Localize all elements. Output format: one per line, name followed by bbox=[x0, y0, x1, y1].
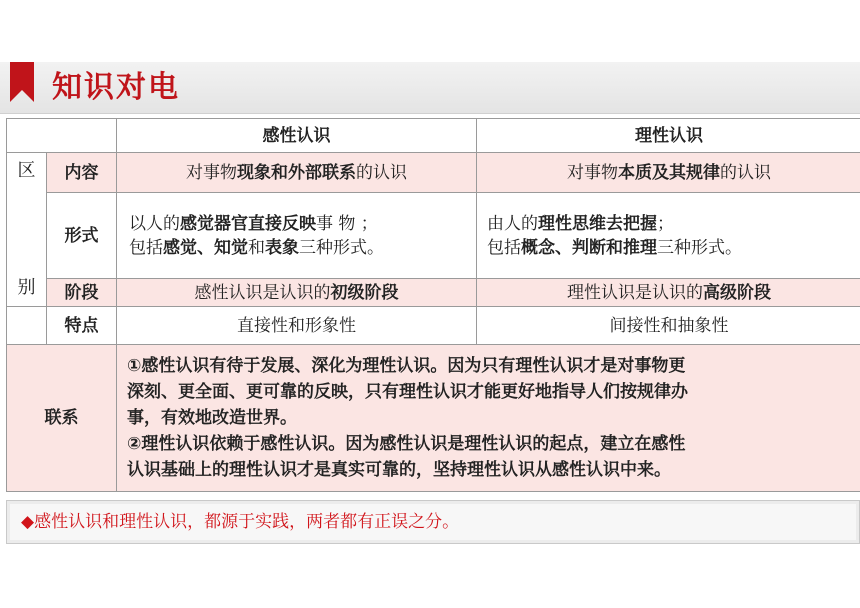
group-label-bottom: 别 bbox=[17, 277, 36, 298]
row-label-stage: 阶段 bbox=[47, 279, 117, 307]
row-label-form: 形式 bbox=[47, 193, 117, 279]
form-rational-line2: 包括概念、判断和推理三种形式。 bbox=[487, 237, 742, 258]
relation-para1-line1: ①感性认识有待于发展、深化为理性认识。因为只有理性认识才是对事物更 bbox=[127, 356, 686, 376]
header-corner bbox=[7, 119, 117, 153]
form-sensory bbox=[117, 193, 477, 279]
feature-sensory: 直接性和形象性 bbox=[117, 307, 477, 345]
feature-spacer bbox=[7, 307, 47, 345]
content-sensory: 对事物 现象和外部联系 的认识 bbox=[117, 153, 477, 193]
row-label-feature: 特点 bbox=[47, 307, 117, 345]
header-rational: 理性认识 bbox=[477, 119, 860, 153]
row-label-relation: 联系 bbox=[7, 345, 117, 491]
form-rational bbox=[477, 193, 860, 279]
title-bar bbox=[0, 62, 860, 114]
relation-text bbox=[117, 345, 860, 491]
header-sensory: 感性认识 bbox=[117, 119, 477, 153]
footer-note: ◆感性认识和理性认识，都源于实践，两者都有正误之分。 bbox=[21, 512, 460, 532]
relation-para1-line2: 深刻、更全面、更可靠的反映，只有理性认识才能更好地指导人们按规律办 bbox=[127, 382, 688, 402]
stage-sensory: 感性认识是认识的 初级阶段 bbox=[117, 279, 477, 307]
feature-rational: 间接性和抽象性 bbox=[477, 307, 860, 345]
relation-para1-line3: 事，有效地改造世界。 bbox=[127, 408, 297, 428]
form-sensory-line1: 以人的感觉器官直接反映事 物 ； bbox=[129, 213, 378, 234]
group-label-distinction bbox=[7, 153, 47, 307]
group-label-top: 区 bbox=[17, 160, 36, 181]
comparison-table bbox=[6, 118, 860, 492]
footer-note-box bbox=[6, 500, 860, 544]
stage-rational: 理性认识是认识的 高级阶段 bbox=[477, 279, 860, 307]
page-title: 知识对电 bbox=[52, 70, 180, 105]
row-label-content: 内容 bbox=[47, 153, 117, 193]
bookmark-icon bbox=[8, 62, 36, 104]
relation-para2-line2: 认识基础上的理性认识才是真实可靠的，坚持理性认识从感性认识中来。 bbox=[127, 460, 671, 480]
content-rational: 对事物 本质及其规律 的认识 bbox=[477, 153, 860, 193]
form-sensory-line2: 包括感觉、知觉和表象三种形式。 bbox=[129, 237, 384, 258]
form-rational-line1: 由人的理性思维去把握； bbox=[487, 213, 674, 234]
relation-para2-line1: ②理性认识依赖于感性认识。因为感性认识是理性认识的起点，建立在感性 bbox=[127, 434, 686, 454]
